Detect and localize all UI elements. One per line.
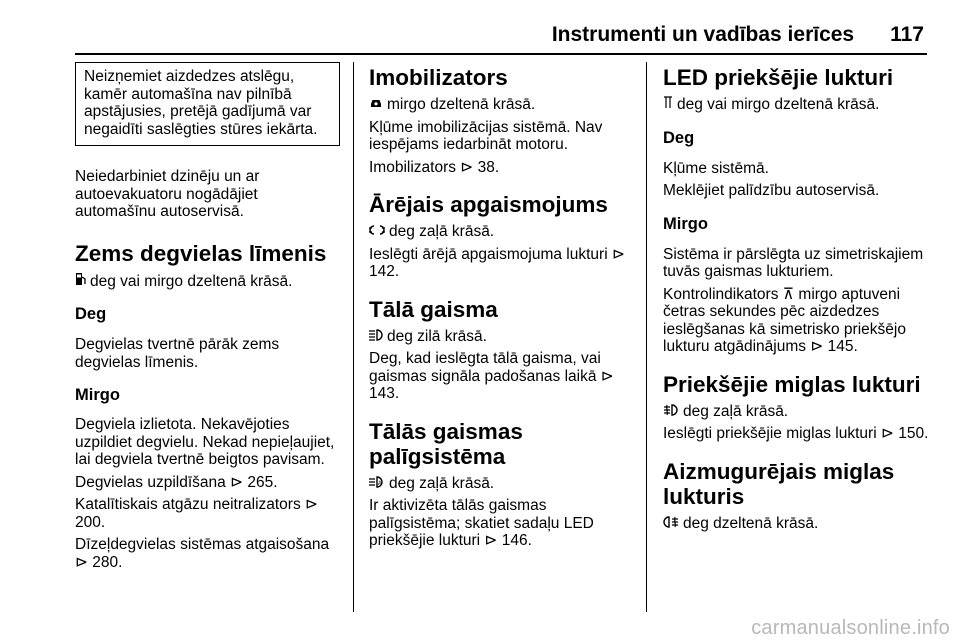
page-header bbox=[0, 22, 924, 48]
led-headlight-icon bbox=[663, 96, 673, 114]
ref-diesel-bleeding[interactable]: Dīzeļdegvielas sistēmas atgaisošana ⊳ 280. bbox=[75, 536, 330, 571]
high-beam-text: Deg, kad ieslēgta tālā gaisma, vai gaismas signāla padošanas laikā ⊳ 143. bbox=[369, 350, 614, 402]
fuel-on-text: Degvielas tvertnē pārāk zems degvielas līmenis. bbox=[75, 336, 280, 371]
high-beam-heading: Tālā gaisma bbox=[369, 296, 498, 322]
watermark: carmanualsonline.info bbox=[751, 617, 950, 639]
led-on-text-1: Kļūme sistēmā. bbox=[663, 159, 769, 177]
page-number: 117 bbox=[890, 23, 924, 46]
led-blink-text-2: Kontrolindikators ⊼ mirgo aptuveni četras sekundes pēc aizdedzes ieslēgšanas kā simetrisko priekšējo lukturu atgādinājums ⊳ 145. bbox=[663, 285, 906, 355]
immobilizer-text: Kļūme imobilizācijas sistēmā. Nav iespējams iedarbināt motoru. bbox=[369, 118, 603, 153]
led-on-heading: Deg bbox=[663, 128, 695, 147]
section-title: Instrumenti un vadības ierīces bbox=[551, 23, 855, 46]
fuel-indicator-line bbox=[75, 272, 340, 291]
fuel-pump-icon bbox=[75, 272, 86, 291]
led-blink-heading: Mirgo bbox=[663, 214, 708, 233]
high-beam-assist-indicator-text: deg zaļā krāsā. bbox=[389, 474, 495, 492]
high-beam-indicator-text: deg zilā krāsā. bbox=[387, 327, 487, 345]
front-fog-text: Ieslēgti priekšējie miglas lukturi ⊳ 150. bbox=[663, 425, 929, 442]
exterior-lights-heading: Ārējais apgaismojums bbox=[369, 192, 608, 217]
ref-refuelling[interactable]: Degvielas uzpildīšana ⊳ 265. bbox=[75, 473, 278, 491]
exterior-indicator-text: deg zaļā krāsā. bbox=[389, 223, 495, 240]
rear-fog-heading: Aizmugurējais miglas lukturis bbox=[663, 458, 895, 509]
fuel-blink-text: Degviela izlietota. Nekavējoties uzpildiet degvielu. Nekad nepieļaujiet, lai degviela tvertnē beigtos pavisam. bbox=[75, 416, 335, 468]
column-divider-left bbox=[353, 62, 354, 612]
rear-fog-indicator-line bbox=[663, 515, 933, 533]
high-beam-assist-heading: Tālās gaismas palīgsistēma bbox=[369, 418, 523, 469]
led-indicator-line bbox=[663, 96, 933, 114]
exterior-indicator-line bbox=[369, 223, 639, 241]
ref-catalytic-converter[interactable]: Katalītiskais atgāzu neitralizators ⊳ 200. bbox=[75, 496, 319, 531]
warning-text: Neizņemiet aizdedzes atslēgu, kamēr automašīna nav pilnībā apstājusies, pretējā gadījumā var negaidīti saslēgties stūres iekārta. bbox=[84, 68, 318, 138]
immobilizer-indicator-text: mirgo dzeltenā krāsā. bbox=[387, 96, 536, 113]
car-key-icon bbox=[369, 96, 383, 114]
high-beam-assist-indicator-line bbox=[369, 475, 639, 493]
led-on-text-2: Meklējiet palīdzību autoservisā. bbox=[663, 182, 880, 199]
high-beam-indicator-line bbox=[369, 328, 639, 346]
towing-note: Neiedarbiniet dzinēju un ar autoevakuatoru nogādājiet automašīnu autoservisā. bbox=[75, 168, 260, 220]
header-rule bbox=[75, 53, 927, 55]
exterior-text: Ieslēgti ārējā apgaismojuma lukturi ⊳ 142. bbox=[369, 245, 625, 280]
front-fog-indicator-text: deg zaļā krāsā. bbox=[683, 402, 789, 420]
rear-fog-indicator-text: deg dzeltenā krāsā. bbox=[683, 514, 819, 532]
column-divider-right bbox=[646, 62, 647, 612]
column-1 bbox=[75, 62, 340, 571]
fuel-on-heading: Deg bbox=[75, 305, 107, 323]
fuel-blink-heading: Mirgo bbox=[75, 386, 120, 404]
warning-box bbox=[75, 62, 340, 146]
high-beam-icon bbox=[369, 328, 383, 346]
svg-text:A: A bbox=[378, 480, 383, 487]
immobilizer-indicator-line bbox=[369, 96, 639, 114]
fuel-heading: Zems degvielas līmenis bbox=[75, 240, 327, 266]
led-blink-text-1: Sistēma ir pārslēgta uz simetriskajiem tuvās gaismas lukturiem. bbox=[663, 245, 924, 280]
side-lights-icon bbox=[369, 223, 385, 241]
high-beam-assist-text: Ir aktivizēta tālās gaismas palīgsistēma; skatiet sadaļu LED priekšējie lukturi ⊳ 146. bbox=[369, 497, 594, 549]
led-heading: LED priekšējie lukturi bbox=[663, 65, 894, 90]
immobilizer-heading: Imobilizators bbox=[369, 65, 508, 90]
front-fog-icon bbox=[663, 403, 679, 421]
ref-immobilizer[interactable]: Imobilizators ⊳ 38. bbox=[369, 158, 500, 176]
column-3 bbox=[663, 62, 933, 532]
column-2 bbox=[369, 62, 639, 550]
rear-fog-icon bbox=[663, 515, 679, 533]
front-fog-heading: Priekšējie miglas lukturi bbox=[663, 371, 921, 397]
high-beam-assist-icon bbox=[369, 475, 385, 493]
fuel-indicator-text: deg vai mirgo dzeltenā krāsā. bbox=[90, 272, 293, 290]
led-indicator-text: deg vai mirgo dzeltenā krāsā. bbox=[677, 96, 880, 113]
front-fog-indicator-line bbox=[663, 403, 933, 421]
